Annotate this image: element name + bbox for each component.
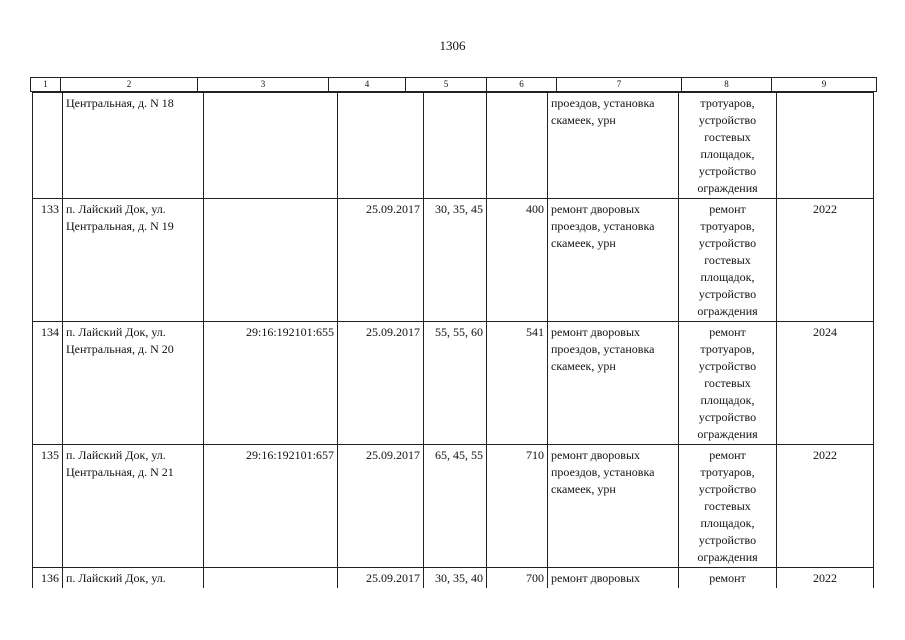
area-cell: [487, 93, 548, 199]
values-cell: [424, 93, 487, 199]
cadastral-cell: 29:16:192101:655: [204, 322, 338, 445]
courtyard-works-cell: проездов, установка скамеек, урн: [548, 93, 679, 199]
year-cell: 2022: [777, 199, 874, 322]
table-row: [33, 568, 874, 589]
table-row: [33, 199, 874, 322]
column-number: 7: [557, 78, 682, 92]
table-row: [33, 445, 874, 568]
column-number: 6: [487, 78, 557, 92]
date-cell: [338, 93, 424, 199]
address-cell: Центральная, д. N 18: [63, 93, 204, 199]
cadastral-cell: 29:16:192101:657: [204, 445, 338, 568]
cadastral-cell: [204, 199, 338, 322]
row-number-cell: 135: [33, 445, 63, 568]
area-cell: 541: [487, 322, 548, 445]
date-cell: 25.09.2017: [338, 199, 424, 322]
row-number-cell: [33, 93, 63, 199]
courtyard-works-cell: ремонт дворовых проездов, установка скамеек, урн: [548, 322, 679, 445]
area-cell: 700: [487, 568, 548, 589]
values-cell: 30, 35, 40: [424, 568, 487, 589]
year-cell: 2022: [777, 445, 874, 568]
year-cell: 2024: [777, 322, 874, 445]
column-number: 4: [329, 78, 406, 92]
year-cell: 2022: [777, 568, 874, 589]
address-cell: п. Лайский Док, ул. Центральная, д. N 21: [63, 445, 204, 568]
guest-works-cell: ремонт тротуаров, устройство гостевых площадок, устройство ограждения: [679, 322, 777, 445]
cadastral-cell: [204, 568, 338, 589]
courtyard-works-cell: ремонт дворовых проездов, установка скамеек, урн: [548, 199, 679, 322]
values-cell: 65, 45, 55: [424, 445, 487, 568]
courtyard-works-cell: ремонт дворовых проездов, установка скамеек, урн: [548, 445, 679, 568]
date-cell: 25.09.2017: [338, 445, 424, 568]
column-number: 8: [682, 78, 772, 92]
values-cell: 30, 35, 45: [424, 199, 487, 322]
column-number: 3: [198, 78, 329, 92]
values-cell: 55, 55, 60: [424, 322, 487, 445]
guest-works-cell: ремонт тротуаров, устройство гостевых площадок, устройство ограждения: [679, 199, 777, 322]
address-cell: п. Лайский Док, ул.: [63, 568, 204, 589]
courtyard-works-cell: ремонт дворовых: [548, 568, 679, 589]
address-cell: п. Лайский Док, ул. Центральная, д. N 19: [63, 199, 204, 322]
row-number-cell: 133: [33, 199, 63, 322]
table-row-continuation: [33, 93, 874, 199]
date-cell: 25.09.2017: [338, 568, 424, 589]
guest-works-cell: ремонт: [679, 568, 777, 589]
column-number-row: [31, 78, 877, 92]
column-number: 9: [772, 78, 877, 92]
page-number: 1306: [439, 38, 466, 53]
area-cell: 710: [487, 445, 548, 568]
column-number: 2: [61, 78, 198, 92]
column-number: 5: [406, 78, 487, 92]
address-cell: п. Лайский Док, ул. Центральная, д. N 20: [63, 322, 204, 445]
area-cell: 400: [487, 199, 548, 322]
guest-works-cell: ремонт тротуаров, устройство гостевых площадок, устройство ограждения: [679, 445, 777, 568]
year-cell: [777, 93, 874, 199]
column-number-header: [30, 77, 877, 92]
column-number: 1: [31, 78, 61, 92]
table-row: [33, 322, 874, 445]
guest-works-cell: тротуаров, устройство гостевых площадок, устройство ограждения: [679, 93, 777, 199]
row-number-cell: 136: [33, 568, 63, 589]
cadastral-cell: [204, 93, 338, 199]
row-number-cell: 134: [33, 322, 63, 445]
courtyards-table: [32, 92, 874, 588]
date-cell: 25.09.2017: [338, 322, 424, 445]
